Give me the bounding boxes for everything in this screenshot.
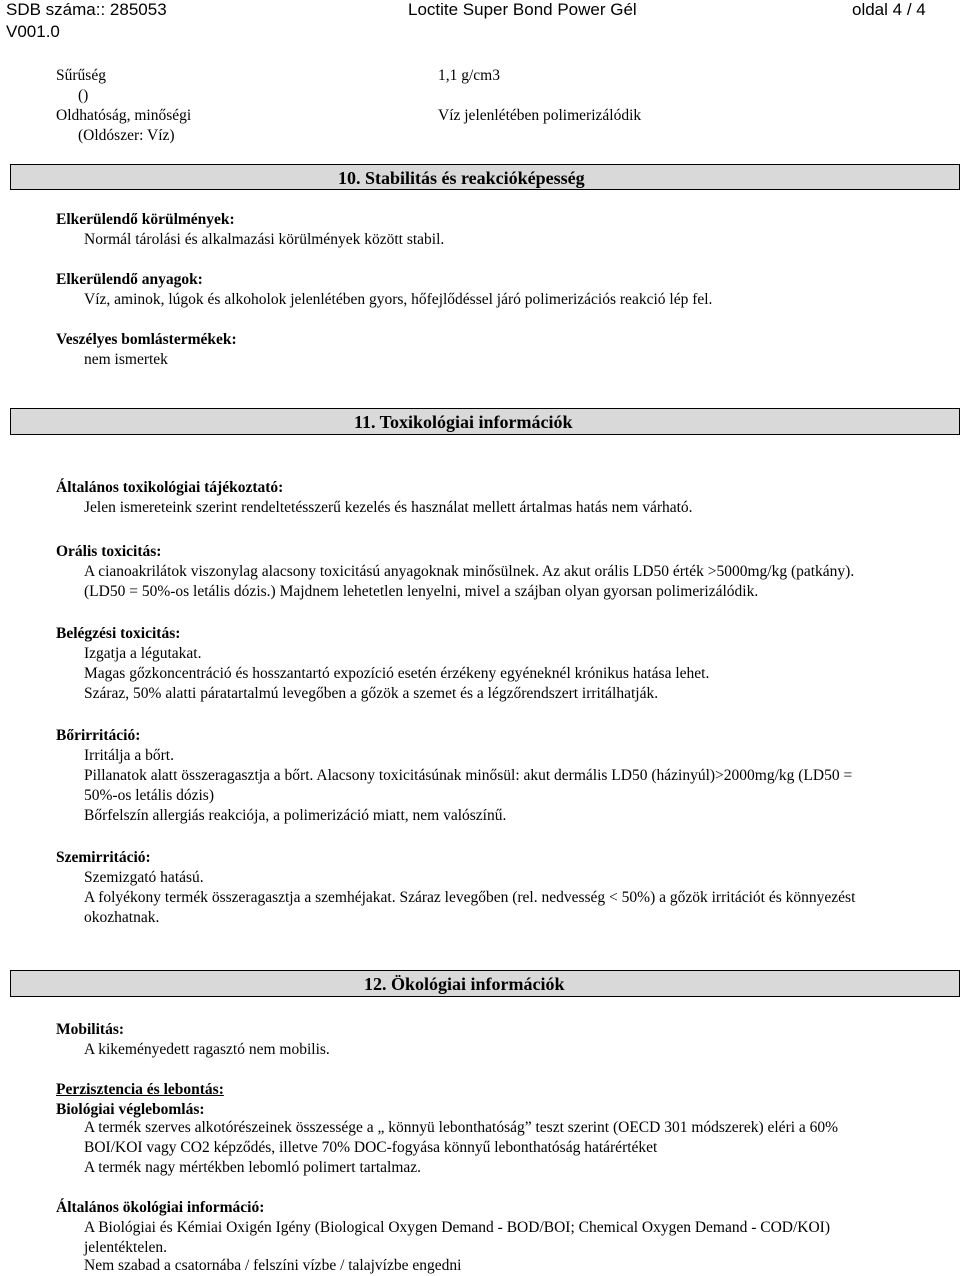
solubility-value: Víz jelenlétében polimerizálódik [438,107,642,124]
avoid-conditions-text: Normál tárolási és alkalmazási körülmények között stabil. [84,231,445,248]
solubility-sub: (Oldószer: Víz) [78,127,175,144]
eye-irritation-line: A folyékony termék összeragasztja a szemhéjakat. Száraz levegőben (rel. nedvesség < 50%) a gőzök irritációt és könnyezést [84,889,856,906]
oral-tox-heading: Orális toxicitás: [56,543,162,560]
skin-irritation-line: Pillanatok alatt összeragasztja a bőrt. Alacsony toxicitásúnak minősül: akut dermális LD50 (házinyúl)>2000mg/kg (LD50 = [84,767,853,784]
section-11-band [10,408,960,435]
biodegradation-heading: Biológiai véglebomlás: [56,1101,205,1118]
section-12-title: 12. Ökológiai információk [364,974,565,994]
product-name: Loctite Super Bond Power Gél [408,0,637,19]
avoid-conditions-heading: Elkerülendő körülmények: [56,211,235,228]
density-sub: () [78,87,89,104]
eye-irritation-heading: Szemirritáció: [56,849,151,866]
eye-irritation-line: Szemizgató hatású. [84,869,204,886]
inhalation-tox-line: Száraz, 50% alatti páratartalmú levegőben a gőzök a szemet és a légzőrendszert irritálhatják. [84,685,659,702]
decomposition-text: nem ismertek [84,351,168,368]
eco-info-line: jelentéktelen. [84,1239,168,1256]
biodegradation-line: A termék szerves alkotórészeinek összessége a „ könnyü lebonthatóság” teszt szerint (OECD 301 módszerek) eléri a 60% [84,1119,839,1136]
sdb-number: SDB száma:: 285053 [6,0,167,19]
decomposition-heading: Veszélyes bomlástermékek: [56,331,237,348]
inhalation-tox-line: Izgatja a légutakat. [84,645,202,662]
mobility-text: A kikeményedett ragasztó nem mobilis. [84,1041,330,1058]
inhalation-tox-heading: Belégzési toxicitás: [56,625,181,642]
oral-tox-line: (LD50 = 50%-os letális dózis.) Majdnem lehetetlen lenyelni, mivel a szájban olyan gyorsan polimerizálódik. [84,583,759,600]
section-10-title: 10. Stabilitás és reakcióképesség [338,168,585,188]
solubility-label: Oldhatóság, minőségi [56,107,192,124]
general-tox-text: Jelen ismereteink szerint rendeltetésszerű kezelés és használat mellett ártalmas hatás nem várható. [84,499,693,516]
inhalation-tox-line: Magas gőzkoncentráció és hosszantartó expozíció esetén érzékeny egyéneknél krónikus hatása lehet. [84,665,710,682]
skin-irritation-line: Bőrfelszín allergiás reakciója, a polimerizáció miatt, nem valószínű. [84,807,507,824]
mobility-heading: Mobilitás: [56,1021,125,1038]
skin-irritation-line: 50%-os letális dózis) [84,787,215,804]
avoid-materials-text: Víz, aminok, lúgok és alkoholok jelenlétében gyors, hőfejlődéssel járó polimerizációs reakció lép fel. [84,291,713,308]
eye-irritation-line: okozhatnak. [84,909,160,926]
general-tox-heading: Általános toxikológiai tájékoztató: [56,479,284,496]
eco-info-line: Nem szabad a csatornába / felszíni vízbe / talajvízbe engedni [84,1257,462,1274]
section-10-band [10,164,960,190]
biodegradation-line: A termék nagy mértékben lebomló polimert tartalmaz. [84,1159,422,1176]
density-value: 1,1 g/cm3 [438,67,500,84]
oral-tox-line: A cianoakrilátok viszonylag alacsony toxicitású anyagoknak minősülnek. Az akut orális LD50 érték >5000mg/kg (patkány). [84,563,855,580]
section-11-title: 11. Toxikológiai információk [354,412,573,432]
persistence-heading: Perzisztencia és lebontás: [56,1081,224,1098]
density-label: Sűrűség [56,67,106,84]
section-12-band [10,970,960,997]
page-number: oldal 4 / 4 [852,0,926,19]
skin-irritation-line: Irritálja a bőrt. [84,747,174,764]
avoid-materials-heading: Elkerülendő anyagok: [56,271,203,288]
version: V001.0 [6,22,60,41]
biodegradation-line: BOI/KOI vagy CO2 képződés, illetve 70% DOC-fogyása könnyű lebonthatóság határértéket [84,1139,658,1156]
eco-info-line: A Biológiai és Kémiai Oxigén Igény (Biological Oxygen Demand - BOD/BOI; Chemical Oxygen Demand - COD/KOI) [84,1219,831,1236]
eco-info-heading: Általános ökológiai információ: [56,1199,265,1216]
skin-irritation-heading: Bőrirritáció: [56,727,141,744]
